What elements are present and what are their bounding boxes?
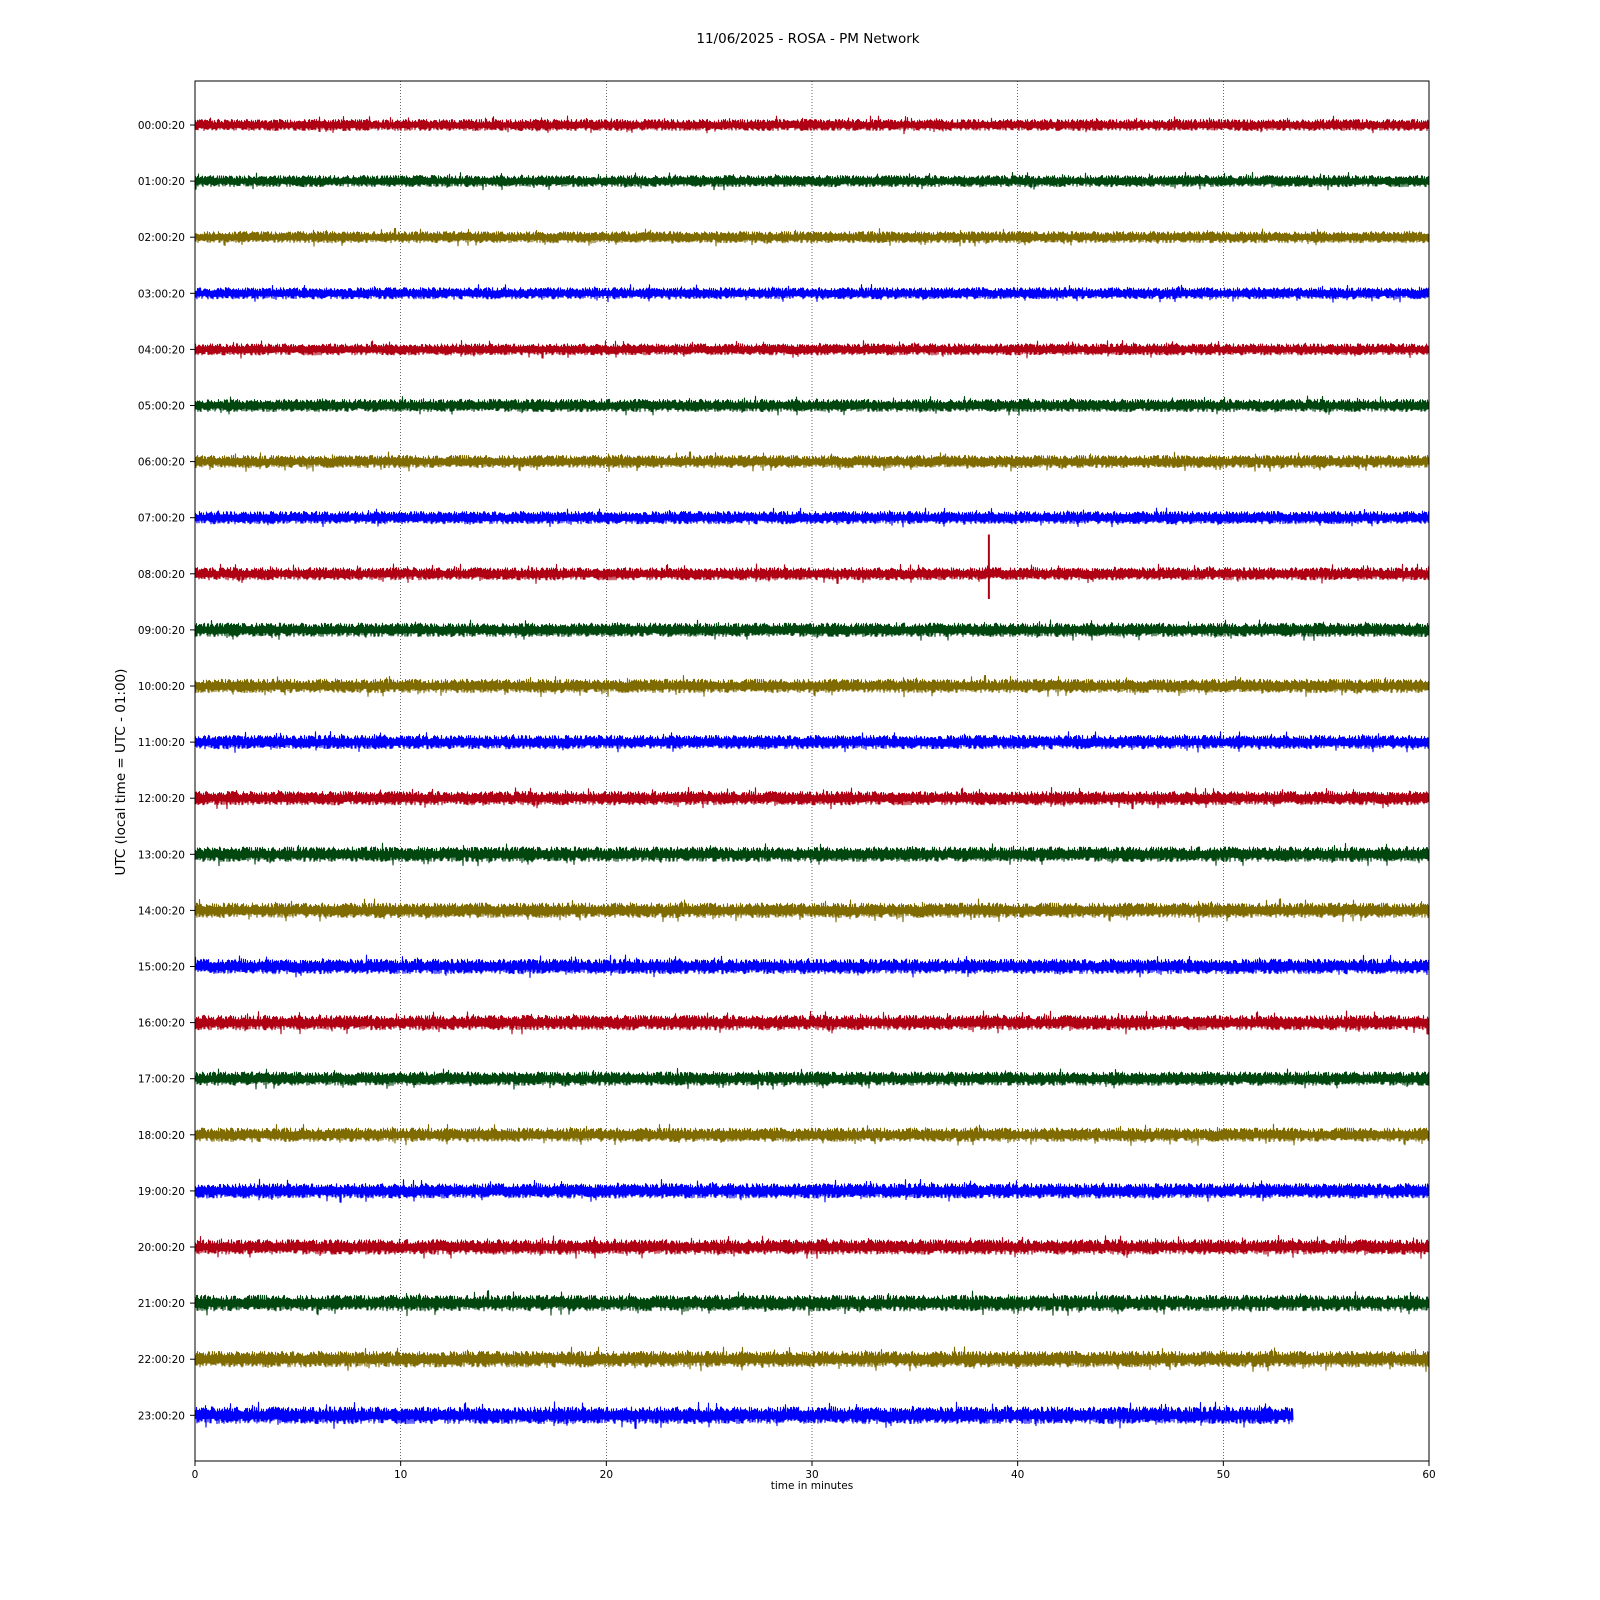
x-tick-label: 30: [805, 1469, 819, 1481]
x-axis-label: time in minutes: [770, 1480, 854, 1492]
y-tick-label: 11:00:20: [137, 737, 185, 750]
x-tick-label: 40: [1010, 1469, 1025, 1481]
y-tick-label: 12:00:20: [137, 793, 185, 806]
y-tick-label: 23:00:20: [137, 1410, 185, 1423]
y-tick-label: 15:00:20: [137, 961, 185, 974]
y-tick-label: 06:00:20: [137, 456, 185, 469]
y-tick-label: 01:00:20: [137, 176, 185, 189]
chart-title: 11/06/2025 - ROSA - PM Network: [696, 31, 920, 47]
y-tick-label: 08:00:20: [137, 568, 185, 581]
y-tick-label: 18:00:20: [137, 1129, 185, 1142]
y-tick-label: 21:00:20: [137, 1298, 185, 1311]
y-tick-label: 03:00:20: [137, 288, 185, 301]
y-tick-label: 19:00:20: [137, 1185, 185, 1198]
y-tick-label: 04:00:20: [137, 344, 185, 357]
y-tick-label: 22:00:20: [137, 1354, 185, 1367]
y-axis-label: UTC (local time = UTC - 01:00): [113, 668, 129, 876]
y-tick-label: 16:00:20: [137, 1017, 185, 1030]
x-tick-label: 60: [1422, 1469, 1436, 1481]
y-tick-label: 10:00:20: [137, 681, 185, 693]
y-tick-label: 00:00:20: [137, 120, 185, 132]
y-tick-label: 02:00:20: [137, 232, 185, 245]
y-tick-label: 09:00:20: [137, 624, 185, 637]
y-tick-label: 13:00:20: [137, 849, 185, 862]
x-tick-label: 50: [1216, 1469, 1231, 1481]
x-tick-label: 10: [393, 1469, 408, 1481]
y-tick-label: 07:00:20: [137, 512, 185, 525]
y-tick-label: 17:00:20: [137, 1073, 185, 1086]
y-tick-label: 20:00:20: [137, 1242, 185, 1254]
y-tick-label: 05:00:20: [137, 400, 185, 413]
x-tick-label: 0: [191, 1469, 199, 1481]
x-tick-label: 20: [599, 1469, 614, 1481]
y-tick-label: 14:00:20: [137, 905, 185, 918]
